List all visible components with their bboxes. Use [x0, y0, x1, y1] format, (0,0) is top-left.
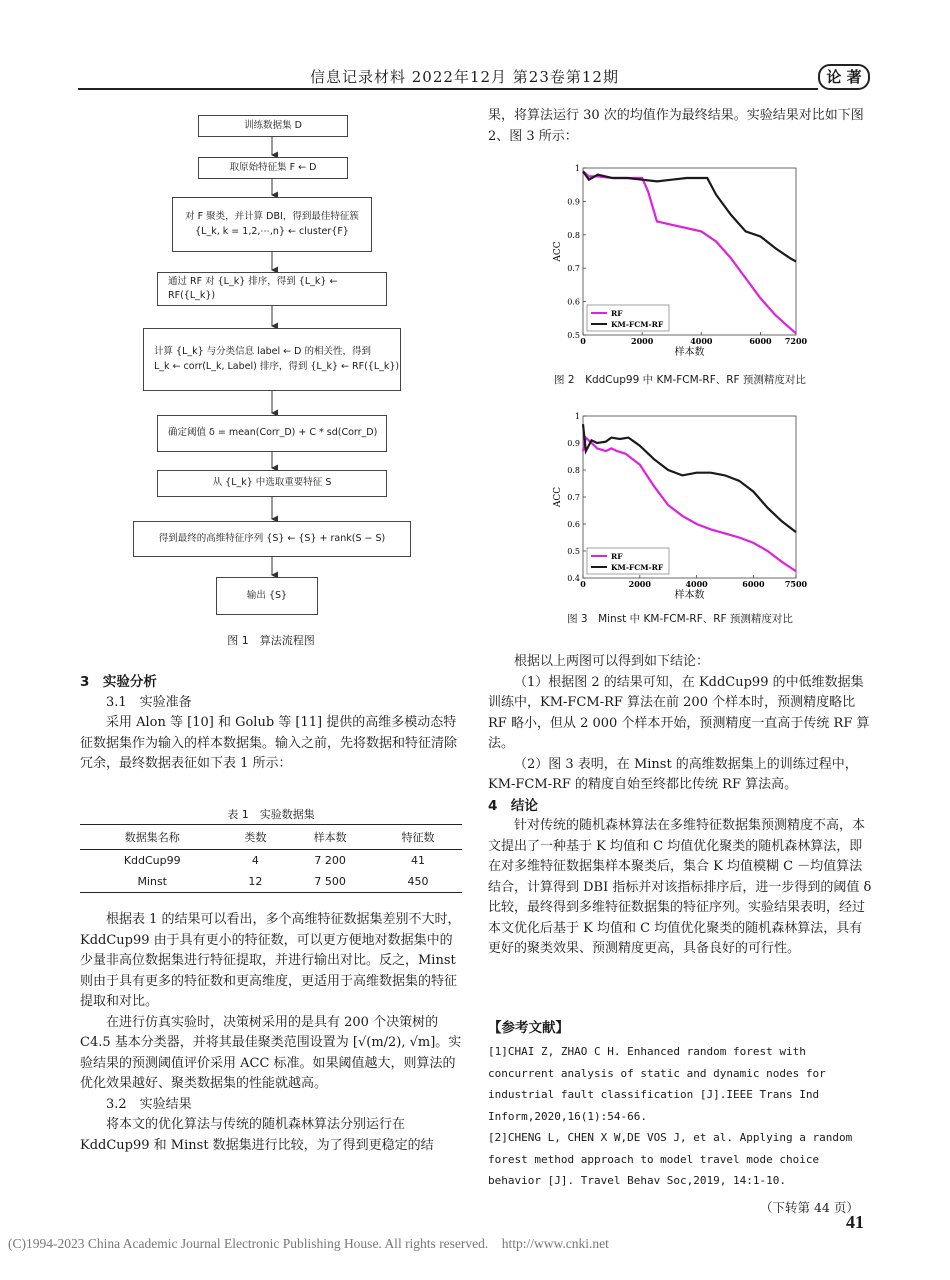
paragraph: 果，将算法运行 30 次的均值作为最终结果。实验结果对比如下图 2、图 3 所示：	[488, 108, 864, 144]
right-column-text	[488, 652, 872, 960]
left-column-lower	[80, 910, 464, 1156]
table-cell: 4	[251, 854, 259, 867]
section-heading: 3 实验分析	[80, 674, 157, 690]
x-tick-label: 4000	[685, 579, 708, 589]
kddcup99-accuracy-chart	[548, 160, 808, 365]
table-cell: 41	[411, 854, 426, 867]
flow-step-feature-set	[198, 157, 348, 179]
legend-label: RF	[611, 309, 623, 318]
x-tick-label: 7200	[784, 336, 808, 346]
flow-step-train-data	[198, 115, 348, 137]
legend-label: RF	[611, 552, 623, 561]
y-axis-label: ACC	[553, 241, 563, 262]
y-tick-label: 0.5	[567, 331, 580, 340]
series-line-km-fcm-rf	[583, 424, 796, 532]
x-tick-label: 6000	[749, 336, 772, 346]
table-cell: 12	[248, 875, 263, 888]
journal-title: 信息记录材料 2022年12月 第23卷第12期	[310, 68, 619, 86]
paragraph: 采用 Alon 等 [10] 和 Golub 等 [11] 提供的高维多模动态特征数据集作为输入的样本数据集。输入之前，先将数据和特征清除冗余，最终数据表征如下表 1 所示：	[80, 715, 458, 771]
flow-step-label: 得到最终的高维特征序列 {S} ← {S} + rank(S − S)	[158, 532, 386, 544]
y-tick-label: 0.8	[567, 466, 580, 475]
x-tick-label: 2000	[631, 336, 654, 346]
x-tick-label: 0	[580, 336, 586, 346]
left-column	[80, 672, 464, 775]
x-tick-label: 7500	[784, 579, 808, 589]
dataset-table	[80, 824, 462, 893]
table-cell: Minst	[137, 875, 167, 888]
subsection-heading: 3.2 实验结果	[106, 1096, 192, 1112]
right-column-top	[488, 106, 872, 147]
flow-step-cluster	[172, 197, 372, 252]
copyright-text: (C)1994-2023 China Academic Journal Electronic Publishing House. All rights reserved. http://www.cnki.net	[8, 1236, 609, 1251]
table-header-cell: 类数	[244, 831, 267, 844]
y-axis-label: ACC	[553, 486, 563, 508]
paragraph: （2）图 3 表明，在 Minst 的高维数据集上的训练过程中，KM-FCM-RF 的精度自始至终都比传统 RF 算法高。	[488, 756, 858, 792]
y-tick-label: 1	[574, 164, 580, 173]
flow-step-label: 通过 RF 对 {L_k} 排序，得到 {L_k} ← RF({L_k})	[168, 275, 338, 301]
minst-accuracy-chart	[548, 408, 808, 608]
figure2-caption: 图 2 KddCup99 中 KM-FCM-RF、RF 预测精度对比	[554, 374, 806, 386]
table-row	[80, 850, 462, 872]
paragraph: 根据以上两图可以得到如下结论：	[514, 654, 710, 669]
flow-step-label: 从 {L_k} 中选取重要特征 S	[212, 477, 332, 489]
paragraph: （1）根据图 2 的结果可知，在 KddCup99 的中低维数据集训练中，KM-FCM-RF 算法在前 200 个样本时，预测精度略比 RF 略小，但从 2 000 个样本开始，预测精度一直高于传统 RF 算法。	[488, 674, 870, 751]
flow-step-rf-sort	[157, 272, 387, 306]
reference-item: [2]CHENG L, CHEN X W,DE VOS J, et al. Applying a random forest method approach to model travel mode choice behavior [J]. Travel Behav Soc,2019, 14:1-10.	[488, 1131, 853, 1187]
y-tick-label: 0.9	[567, 439, 580, 448]
flow-step-label: 确定阈值 δ = mean(Corr_D) + C * sd(Corr_D)	[168, 427, 378, 439]
table-row	[80, 871, 462, 893]
flow-step-select-feature	[157, 470, 387, 497]
subsection-heading: 3.1 实验准备	[106, 694, 192, 710]
paragraph: 根据表 1 的结果可以看出，多个高维特征数据集差别不大时，KddCup99 由于具有更小的特征数，可以更方便地对数据集中的少量非高位数据集进行特征提取，并进行输出对比。反之，Minst 则由于具有更多的特征数和更高维度，更适用于高维数据集的特征提取和对比。	[80, 912, 461, 1009]
section-badge: 论 著	[818, 64, 870, 90]
flow-step-label: 对 F 聚类，并计算 DBI，得到最佳特征簇	[185, 211, 359, 223]
paragraph: 针对传统的随机森林算法在多维特征数据集预测精度不高，本文提出了一种基于 K 均值和 C 均值优化聚类的随机森林算法，即在对多维特征数据集样本聚类后，集合 K 均值模糊 C －均值算法结合，计算得到 DBI 指标并对该指标排序后，进一步得到的阈值 δ 比较，最终得到多维特征数据集的特征序列。实验结果表明，经过本文优化后基于 K 均值和 C 均值优化聚类的随机森林算法，具有更好的聚类效果、预测精度更高，具备良好的可行性。	[488, 818, 872, 956]
flow-step-label: 计算 {L_k} 与分类信息 label ← D 的相关性，得到	[154, 346, 372, 358]
x-tick-label: 4000	[690, 336, 713, 346]
table-header-cell: 特征数	[401, 831, 435, 844]
table-header-cell: 样本数	[313, 831, 347, 844]
flow-step-label: 取原始特征集 F ← D	[229, 161, 317, 173]
table-cell: 7 500	[314, 875, 346, 888]
header-rule	[78, 88, 818, 90]
flow-step-final-sequence	[133, 521, 411, 557]
algorithm-flowchart	[0, 100, 470, 660]
flow-step-output	[216, 577, 318, 615]
reference-item: [1]CHAI Z, ZHAO C H. Enhanced random forest with concurrent analysis of static and dynamic nodes for industrial fault classification [J].IEEE Trans Ind Inform,2020,16(1):54-66.	[488, 1045, 826, 1123]
x-tick-label: 0	[580, 579, 586, 589]
y-tick-label: 0.6	[567, 520, 580, 529]
paragraph: 在进行仿真实验时，决策树采用的是具有 200 个决策树的 C4.5 基本分类器，并将其最佳聚类范围设置为 [√(m/2), √m]。实验结果的预测阈值评价采用 ACC 标准。如果阈值越大，则算法的优化效果越好、聚类数据集的性能就越高。	[80, 1014, 462, 1091]
flow-step-formula: L_k ← corr(L_k, Label) 排序，得到 {L_k} ← RF({L_k})	[154, 360, 400, 372]
x-tick-label: 6000	[742, 579, 765, 589]
flow-step-label: 输出 {S}	[246, 589, 288, 601]
y-tick-label: 0.5	[567, 547, 580, 556]
x-axis-label: 样本数	[674, 347, 705, 358]
references-heading: 【参考文献】	[488, 1020, 569, 1036]
figure3-caption: 图 3 Minst 中 KM-FCM-RF、RF 预测精度对比	[567, 613, 793, 625]
flow-step-formula: {L_k, k = 1,2,⋯,n} ← cluster{F}	[195, 225, 349, 237]
page-number: 41	[846, 1212, 864, 1232]
legend-label: KM-FCM-RF	[611, 563, 664, 572]
paragraph: 将本文的优化算法与传统的随机森林算法分别运行在 KddCup99 和 Minst 数据集进行比较，为了得到更稳定的结	[80, 1117, 434, 1153]
flow-step-correlation	[143, 328, 401, 391]
y-tick-label: 0.7	[567, 264, 580, 274]
y-tick-label: 0.4	[567, 574, 580, 583]
series-line-km-fcm-rf	[583, 171, 796, 261]
legend-label: KM-FCM-RF	[611, 320, 664, 329]
table-cell: KddCup99	[123, 854, 181, 867]
table-cell: 450	[407, 875, 429, 888]
x-tick-label: 2000	[628, 579, 651, 589]
y-tick-label: 0.6	[567, 297, 580, 307]
x-axis-label: 样本数	[674, 590, 705, 601]
y-tick-label: 0.8	[567, 230, 580, 240]
table-header-cell: 数据集名称	[124, 831, 180, 844]
table1-caption: 表 1 实验数据集	[227, 808, 315, 821]
figure1-caption: 图 1 算法流程图	[227, 634, 315, 647]
y-tick-label: 0.7	[567, 493, 580, 502]
table-cell: 7 200	[314, 854, 346, 867]
continued-note: （下转第 44 页）	[760, 1200, 859, 1215]
table-header-row	[80, 825, 462, 850]
flow-step-threshold	[157, 415, 387, 452]
section-heading: 4 结论	[488, 797, 538, 814]
y-tick-label: 0.9	[567, 197, 580, 207]
flow-step-label: 训练数据集 D	[244, 119, 302, 131]
journal-header	[0, 60, 950, 90]
y-tick-label: 1	[574, 412, 580, 421]
